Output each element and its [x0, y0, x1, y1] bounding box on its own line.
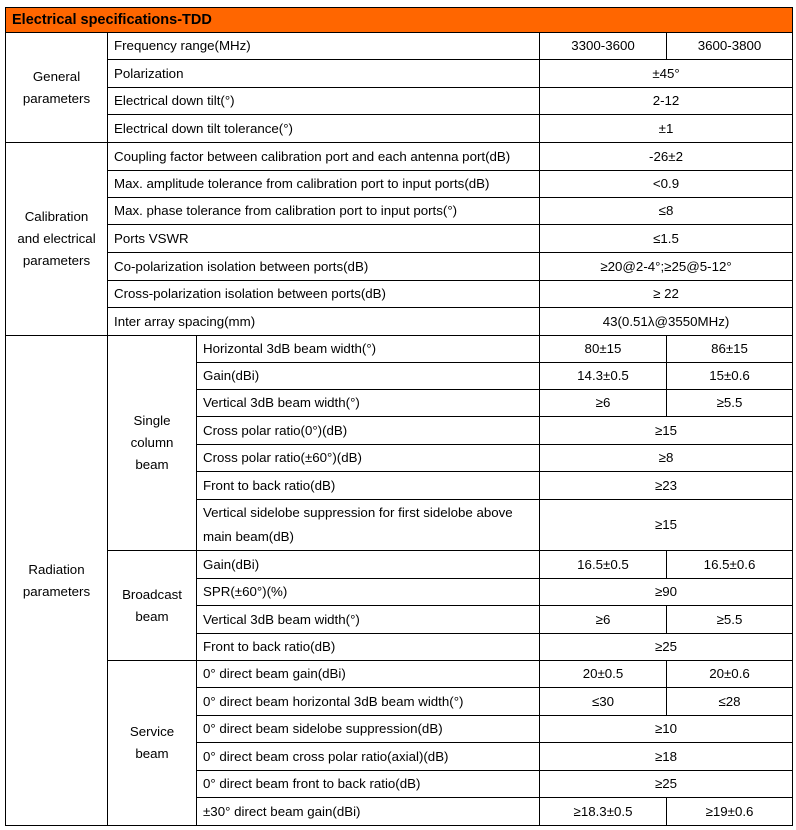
param-label: 0° direct beam front to back ratio(dB) [197, 771, 540, 798]
value: ≥15 [540, 417, 793, 445]
value-band2: 3600-3800 [667, 33, 793, 60]
value: -26±2 [540, 143, 793, 171]
electrical-spec-table [5, 7, 793, 826]
value-band2: 16.5±0.6 [667, 551, 793, 579]
table-row [6, 253, 793, 281]
param-label: Front to back ratio(dB) [197, 634, 540, 661]
param-label: Max. amplitude tolerance from calibration port to input ports(dB) [108, 171, 540, 198]
param-label: 0° direct beam gain(dBi) [197, 661, 540, 688]
value-band2: 20±0.6 [667, 661, 793, 688]
param-label: Cross-polarization isolation between ports(dB) [108, 281, 540, 308]
value-band1: 80±15 [540, 336, 667, 363]
table-row [6, 551, 793, 579]
param-label: Vertical 3dB beam width(°) [197, 390, 540, 417]
param-label: Max. phase tolerance from calibration port to input ports(°) [108, 198, 540, 225]
param-label: Cross polar ratio(0°)(dB) [197, 417, 540, 445]
param-label: Inter array spacing(mm) [108, 308, 540, 336]
group-radiation: Radiation parameters [6, 336, 108, 826]
param-label: Coupling factor between calibration port and each antenna port(dB) [108, 143, 540, 171]
table-row [6, 198, 793, 225]
value: 43(0.51λ@3550MHz) [540, 308, 793, 336]
value: ≥23 [540, 472, 793, 500]
table-row [6, 336, 793, 363]
param-label: Ports VSWR [108, 225, 540, 253]
param-label: ±30° direct beam gain(dBi) [197, 798, 540, 826]
value: ≥8 [540, 445, 793, 472]
table-row [6, 60, 793, 88]
param-label: Electrical down tilt(°) [108, 88, 540, 115]
value: ±45° [540, 60, 793, 88]
group-general: General parameters [6, 33, 108, 143]
subgroup-broadcast: Broadcast beam [108, 551, 197, 661]
table-row [6, 661, 793, 688]
value: ≥15 [540, 500, 793, 551]
table-row [6, 115, 793, 143]
value: ≥25 [540, 771, 793, 798]
param-label: 0° direct beam sidelobe suppression(dB) [197, 716, 540, 743]
param-label: Electrical down tilt tolerance(°) [108, 115, 540, 143]
value-band2: ≥5.5 [667, 606, 793, 634]
value-band2: 15±0.6 [667, 363, 793, 390]
value-band2: ≤28 [667, 688, 793, 716]
table-row [6, 225, 793, 253]
param-label: Gain(dBi) [197, 363, 540, 390]
value: ≥18 [540, 743, 793, 771]
param-label: Gain(dBi) [197, 551, 540, 579]
param-label: Frequency range(MHz) [108, 33, 540, 60]
value-band1: ≥6 [540, 606, 667, 634]
value: ≥ 22 [540, 281, 793, 308]
param-label: Front to back ratio(dB) [197, 472, 540, 500]
value-band1: 14.3±0.5 [540, 363, 667, 390]
table-row [6, 308, 793, 336]
value: ±1 [540, 115, 793, 143]
value: <0.9 [540, 171, 793, 198]
param-label: Horizontal 3dB beam width(°) [197, 336, 540, 363]
param-label: 0° direct beam horizontal 3dB beam width(°) [197, 688, 540, 716]
value-band1: 3300-3600 [540, 33, 667, 60]
value: ≥10 [540, 716, 793, 743]
value: ≤1.5 [540, 225, 793, 253]
subgroup-service: Service beam [108, 661, 197, 826]
table-row [6, 33, 793, 60]
value: 2-12 [540, 88, 793, 115]
value-band1: ≤30 [540, 688, 667, 716]
param-label: Vertical sidelobe suppression for first sidelobe above main beam(dB) [197, 500, 540, 551]
param-label: SPR(±60°)(%) [197, 579, 540, 606]
value: ≥20@2-4°;≥25@5-12° [540, 253, 793, 281]
table-row [6, 88, 793, 115]
group-calibration: Calibration and electrical parameters [6, 143, 108, 336]
param-label: Co-polarization isolation between ports(dB) [108, 253, 540, 281]
param-label: Polarization [108, 60, 540, 88]
value: ≤8 [540, 198, 793, 225]
table-row [6, 143, 793, 171]
param-label: Vertical 3dB beam width(°) [197, 606, 540, 634]
value-band2: ≥19±0.6 [667, 798, 793, 826]
value-band2: ≥5.5 [667, 390, 793, 417]
table-row [6, 281, 793, 308]
value: ≥90 [540, 579, 793, 606]
value-band1: ≥6 [540, 390, 667, 417]
value-band1: 16.5±0.5 [540, 551, 667, 579]
value-band1: ≥18.3±0.5 [540, 798, 667, 826]
param-label: Cross polar ratio(±60°)(dB) [197, 445, 540, 472]
value-band2: 86±15 [667, 336, 793, 363]
table-title: Electrical specifications-TDD [6, 8, 793, 33]
value: ≥25 [540, 634, 793, 661]
value-band1: 20±0.5 [540, 661, 667, 688]
subgroup-single-column: Single column beam [108, 336, 197, 551]
table-row [6, 171, 793, 198]
param-label: 0° direct beam cross polar ratio(axial)(dB) [197, 743, 540, 771]
